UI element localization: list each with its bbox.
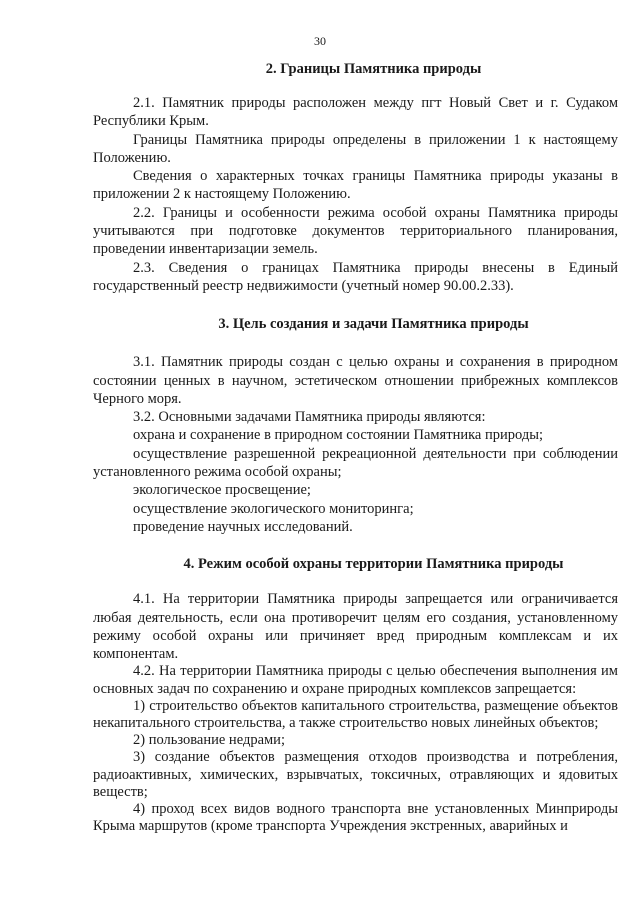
paragraph-3-2: 3.2. Основными задачами Памятника природы являются: (133, 409, 486, 426)
paragraph-2-2: 2.2. Границы и особенности режима особой охраны Памятника природы учитываются при подготовке документов территориального планирования, проведении инвентаризации земель. (93, 204, 618, 258)
section-3-heading: 3. Цель создания и задачи Памятника природы (218, 316, 529, 333)
task-item: охрана и сохранение в природном состоянии Памятника природы; (133, 427, 543, 444)
task-item: экологическое просвещение; (133, 482, 311, 499)
page-number: 30 (314, 34, 326, 48)
document-body (93, 60, 618, 835)
paragraph-4-2: 4.2. На территории Памятника природы с целью обеспечения выполнения им основных задач по сохранению и охране природных комплексов запрещается: (93, 663, 618, 697)
task-item: проведение научных исследований. (133, 518, 353, 535)
prohibition-item: 3) создание объектов размещения отходов производства и потребления, радиоактивных, химических, взрывчатых, токсичных, отравляющих и ядовитых веществ; (93, 749, 618, 800)
prohibition-item: 4) проход всех видов водного транспорта вне установленных Минприроды Крыма маршрутов (кроме транспорта Учреждения экстренных, аварийных и (93, 801, 618, 835)
paragraph-2-1-points: Сведения о характерных точках границы Памятника природы указаны в приложении 2 к настоящему Положению. (93, 168, 618, 203)
prohibition-item: 1) строительство объектов капитального строительства, размещение объектов некапитального строительства, а также строительство новых линейных объектов; (93, 697, 618, 732)
paragraph-4-1: 4.1. На территории Памятника природы запрещается или ограничивается любая деятельность, если она противоречит целям его создания, установленному режиму особой охраны или причиняет вред природным комплексам и их компонентам. (93, 591, 618, 663)
prohibition-item: 2) пользование недрами; (133, 732, 285, 749)
paragraph-2-1-borders: Границы Памятника природы определены в приложении 1 к настоящему Положению. (93, 131, 618, 166)
task-item: осуществление разрешенной рекреационной деятельности при соблюдении установленного режима особой охраны; (93, 445, 618, 481)
paragraph-3-1: 3.1. Памятник природы создан с целью охраны и сохранения в природном состоянии ценных в научном, эстетическом отношении прибрежных комплексов Черного моря. (93, 354, 618, 407)
section-2-heading: 2. Границы Памятника природы (265, 61, 482, 77)
paragraph-2-1: 2.1. Памятник природы расположен между пгт Новый Свет и г. Судаком Республики Крым. (93, 95, 618, 130)
task-item: осуществление экологического мониторинга; (133, 500, 414, 517)
paragraph-2-3: 2.3. Сведения о границах Памятника природы внесены в Единый государственный реестр недвижимости (учетный номер 90.00.2.33). (93, 259, 618, 294)
section-4-heading: 4. Режим особой охраны территории Памятника природы (183, 556, 564, 573)
